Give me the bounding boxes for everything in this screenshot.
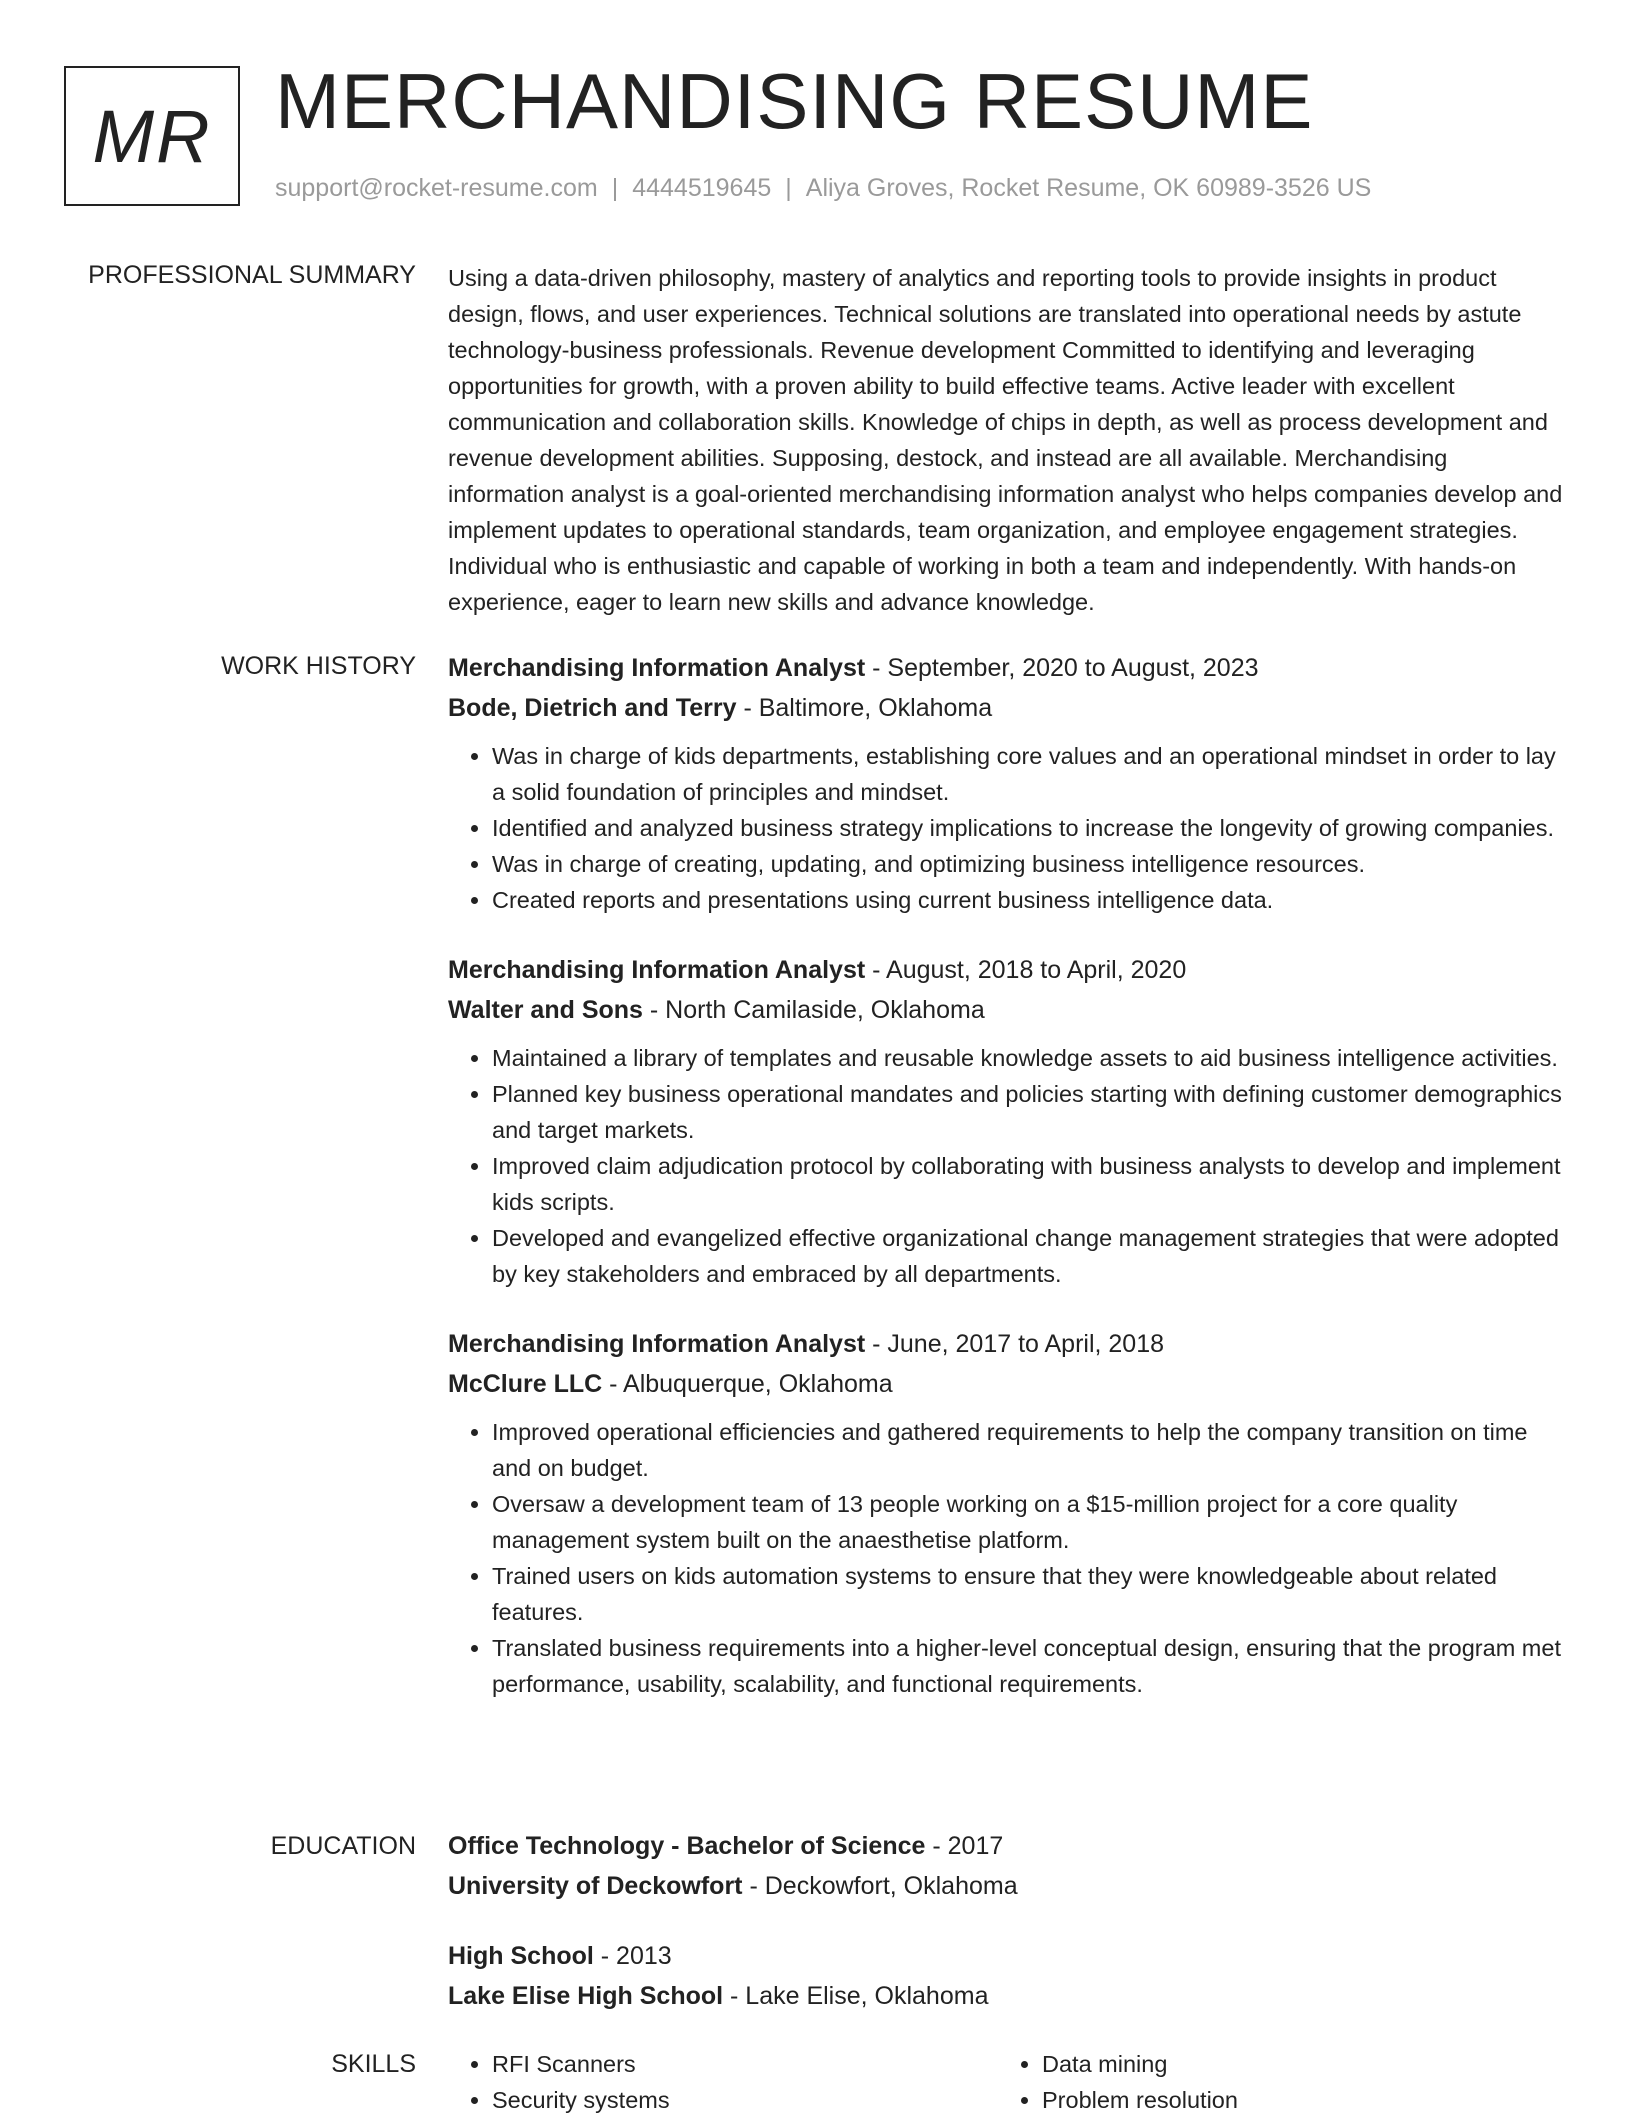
job-title: Merchandising Information Analyst: [448, 956, 866, 984]
section-label-education: EDUCATION: [270, 1832, 416, 1860]
job-bullet: • Was in charge of creating, updating, and optimizing business intelligence resources.: [492, 846, 1570, 882]
job-bullet: • Developed and evangelized effective organizational change management strategies that were adopted by key stakeholders and embraced by all departments.: [492, 1220, 1570, 1292]
job-dates: - June, 2017 to April, 2018: [865, 1330, 1165, 1358]
school-location: - Deckowfort, Oklahoma: [742, 1872, 1018, 1900]
skills-grid: [448, 2046, 1570, 2118]
job-location: - Baltimore, Oklahoma: [736, 694, 993, 722]
graduation-year: - 2013: [593, 1942, 672, 1970]
contact-separator: |: [785, 174, 792, 202]
graduation-year: - 2017: [925, 1832, 1004, 1860]
resume-title: MERCHANDISING RESUME: [275, 57, 1314, 145]
school-line: [448, 1866, 1570, 1906]
school-name: University of Deckowfort: [448, 1872, 743, 1900]
job-company-line: [448, 1364, 1570, 1404]
contact-phone: 4444519645: [632, 174, 772, 202]
contact-email: support@rocket-resume.com: [275, 174, 598, 202]
job-company: Bode, Dietrich and Terry: [448, 694, 737, 722]
job-bullet: • Created reports and presentations using current business intelligence data.: [492, 882, 1570, 918]
job-bullet: • Maintained a library of templates and reusable knowledge assets to aid business intelligence activities.: [492, 1040, 1570, 1076]
job-dates: - September, 2020 to August, 2023: [865, 654, 1259, 682]
degree-line: [448, 1936, 1570, 1976]
education-entry: [448, 1936, 1570, 2016]
skills-list-left: [448, 2046, 998, 2118]
job-title-line: [448, 950, 1570, 990]
job-entry: [448, 1324, 1570, 1702]
job-company: McClure LLC: [448, 1370, 603, 1398]
skill-item: • Security systems: [492, 2082, 998, 2118]
job-location: - North Camilaside, Oklahoma: [642, 996, 985, 1024]
job-dates: - August, 2018 to April, 2020: [865, 956, 1187, 984]
job-bullet: • Was in charge of kids departments, establishing core values and an operational mindset in order to lay a solid foundation of principles and mindset.: [492, 738, 1570, 810]
contact-address: Aliya Groves, Rocket Resume, OK 60989-3526 US: [805, 174, 1372, 202]
job-bullet: • Oversaw a development team of 13 people working on a $15-million project for a core quality management system built on the anaesthetise platform.: [492, 1486, 1570, 1558]
education: [448, 1826, 1570, 2046]
school-name: Lake Elise High School: [448, 1982, 724, 2010]
job-bullet: • Translated business requirements into a higher-level conceptual design, ensuring that the program met performance, usability, scalability, and functional requirements.: [492, 1630, 1570, 1702]
skill-item: • RFI Scanners: [492, 2046, 998, 2082]
job-location: - Albuquerque, Oklahoma: [602, 1370, 893, 1398]
job-company-line: [448, 990, 1570, 1030]
job-title-line: [448, 1324, 1570, 1364]
job-entry: [448, 950, 1570, 1292]
contact-line: [275, 174, 1371, 203]
job-company-line: [448, 688, 1570, 728]
education-entry: [448, 1826, 1570, 1906]
skill-item: • Data mining: [1042, 2046, 1548, 2082]
contact-separator: |: [611, 174, 619, 202]
section-label-summary: PROFESSIONAL SUMMARY: [88, 261, 416, 289]
section-label-work-history: WORK HISTORY: [221, 652, 416, 680]
skills: [448, 2046, 1570, 2118]
degree: Office Technology - Bachelor of Science: [448, 1832, 926, 1860]
job-bullet: • Improved operational efficiencies and gathered requirements to help the company transition on time and on budget.: [492, 1414, 1570, 1486]
skill-item: • Problem resolution: [1042, 2082, 1548, 2118]
degree: High School: [448, 1942, 594, 1970]
work-history: [448, 648, 1570, 1734]
skills-list-right: [998, 2046, 1548, 2118]
school-location: - Lake Elise, Oklahoma: [723, 1982, 989, 2010]
job-title: Merchandising Information Analyst: [448, 654, 866, 682]
job-bullets: [448, 1414, 1570, 1702]
job-entry: [448, 648, 1570, 918]
job-bullet: • Improved claim adjudication protocol by collaborating with business analysts to develop and implement kids scripts.: [492, 1148, 1570, 1220]
professional-summary: Using a data-driven philosophy, mastery of analytics and reporting tools to provide insights in product design, flows, and user experiences. Technical solutions are translated into operational needs by astute technology-business professionals. Revenue development Committed to identifying and leveraging opportunities for growth, with a proven ability to build effective teams. Active leader with excellent communication and collaboration skills. Knowledge of chips in depth, as well as process development and revenue development abilities. Supposing, destock, and instead are all available. Merchandising information analyst is a goal-oriented merchandising information analyst who helps companies develop and implement updates to operational standards, team organization, and employee engagement strategies. Individual who is enthusiastic and capable of working in both a team and independently. With hands-on experience, eager to learn new skills and advance knowledge.: [448, 265, 1563, 615]
degree-line: [448, 1826, 1570, 1866]
job-title: Merchandising Information Analyst: [448, 1330, 866, 1358]
job-bullets: [448, 738, 1570, 918]
school-line: [448, 1976, 1570, 2016]
monogram-logo: MR: [64, 66, 240, 206]
job-title-line: [448, 648, 1570, 688]
job-bullet: • Trained users on kids automation systems to ensure that they were knowledgeable about related features.: [492, 1558, 1570, 1630]
job-bullet: • Planned key business operational mandates and policies starting with defining customer demographics and target markets.: [492, 1076, 1570, 1148]
job-bullet: • Identified and analyzed business strategy implications to increase the longevity of growing companies.: [492, 810, 1570, 846]
section-label-skills: SKILLS: [331, 2050, 416, 2078]
job-company: Walter and Sons: [448, 996, 643, 1024]
job-bullets: [448, 1040, 1570, 1292]
